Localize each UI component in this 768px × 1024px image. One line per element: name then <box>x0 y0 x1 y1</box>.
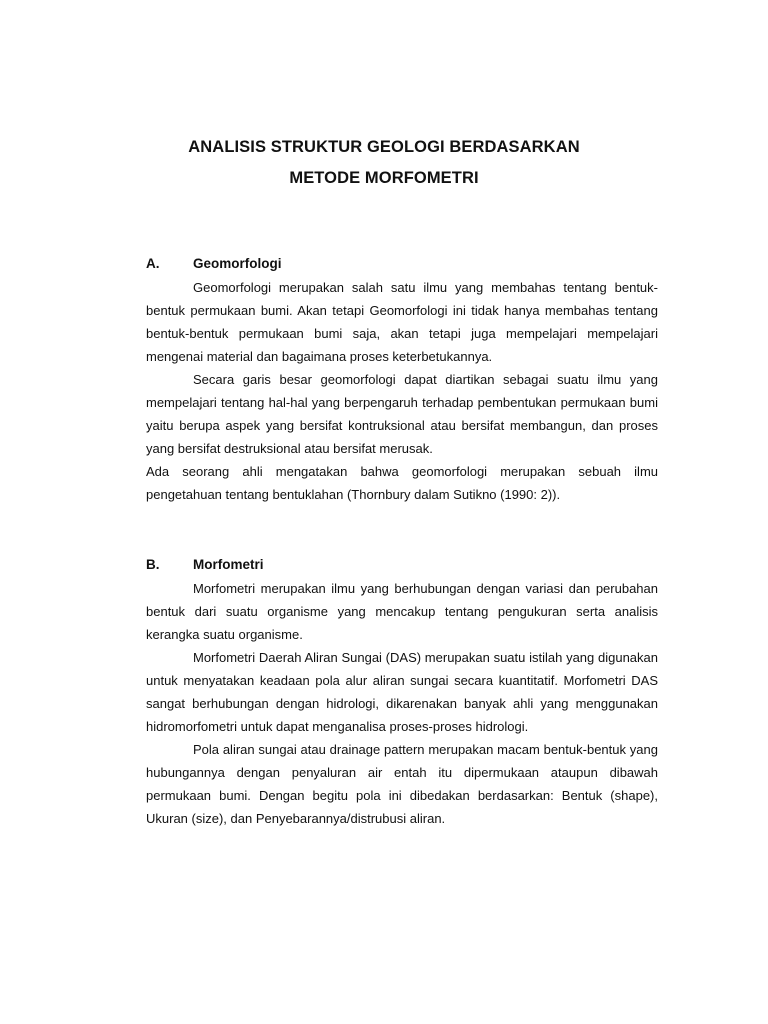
document-title-line-1: ANALISIS STRUKTUR GEOLOGI BERDASARKAN <box>188 138 580 156</box>
paragraph: Pola aliran sungai atau drainage pattern merupakan macam bentuk-bentuk yang hubungannya dengan penyaluran air entah itu dipermukaan ataupun dibawah permukaan bumi. Dengan begitu pola ini dibedakan berdasarkan: Bentuk (shape), Ukuran (size), dan Penyebarannya/distrubusi aliran. <box>146 742 658 826</box>
section-body-geomorfologi <box>146 276 658 506</box>
paragraph: Secara garis besar geomorfologi dapat diartikan sebagai suatu ilmu yang mempelajari tentang hal-hal yang berpengaruh terhadap pembentukan permukaan bumi yaitu berupa aspek yang bersifat kontruksional atau bersifat membangun, dan proses yang bersifat destruksional atau bersifat merusak. <box>146 372 658 456</box>
paragraph: Ada seorang ahli mengatakan bahwa geomorfologi merupakan sebuah ilmu pengetahuan tentang bentuklahan (Thornbury dalam Sutikno (1990: 2)). <box>146 464 658 502</box>
section-heading-geomorfologi <box>146 255 282 273</box>
section-letter: B. <box>146 557 160 572</box>
paragraph: Geomorfologi merupakan salah satu ilmu yang membahas tentang bentuk-bentuk permukaan bumi. Akan tetapi Geomorfologi ini tidak hanya membahas tentang bentuk-bentuk permukaan bumi saja, akan tetapi juga mempelajari mempelajari mengenai material dan bagaimana proses keterbetukannya. <box>146 280 658 364</box>
paragraph: Morfometri Daerah Aliran Sungai (DAS) merupakan suatu istilah yang digunakan untuk menyatakan keadaan pola alur aliran sungai secara kuantitatif. Morfometri DAS sangat berhubungan dengan hidrologi, dikarenakan banyak ahli yang menggunakan hidromorfometri untuk dapat menganalisa proses-proses hidrologi. <box>146 650 658 734</box>
section-letter: A. <box>146 256 160 271</box>
section-title: Morfometri <box>193 557 264 572</box>
section-body-morfometri <box>146 577 658 830</box>
section-title: Geomorfologi <box>193 256 282 271</box>
paragraph: Morfometri merupakan ilmu yang berhubungan dengan variasi dan perubahan bentuk dari suatu organisme yang mencakup tentang pengukuran serta analisis kerangka suatu organisme. <box>146 581 658 642</box>
document-title-line-2: METODE MORFOMETRI <box>289 169 479 187</box>
section-heading-morfometri <box>146 556 264 574</box>
